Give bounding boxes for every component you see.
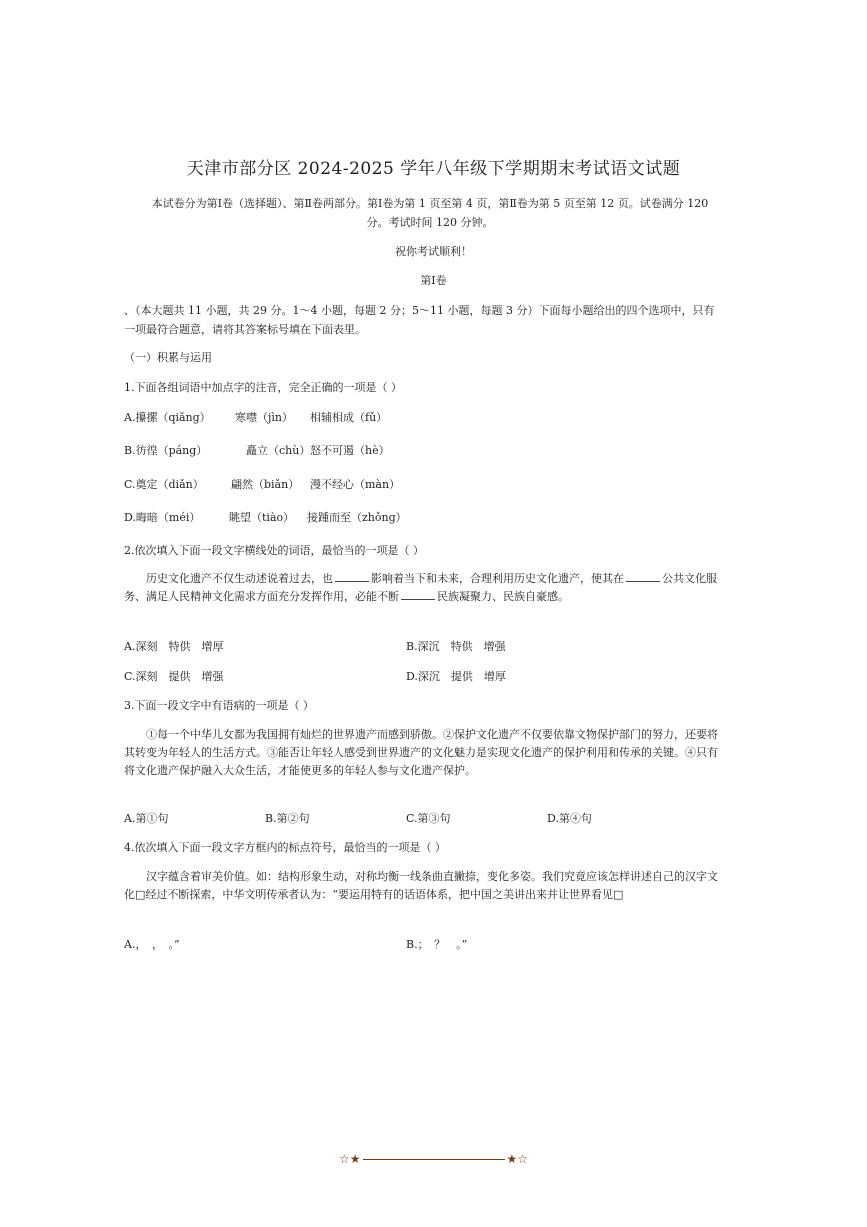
q2-passage-part1: 历史文化遗产不仅生动述说着过去，也 — [146, 572, 333, 585]
q3-option-d[interactable]: D.第④句 — [547, 812, 592, 825]
q1-option-a-word1: A.攥摞（qiǎng） — [124, 411, 211, 424]
footer-stars-right: ★☆ — [506, 1152, 529, 1166]
q1-option-d-word1: D.晦暗（méi） — [124, 511, 201, 524]
q2-passage — [124, 570, 724, 606]
q2-option-b[interactable]: B.深沉 特供 增强 — [406, 640, 506, 653]
section-instructions: 、（本大题共 11 小题，共 29 分。1～4 小题，每题 2 分；5～11 小题，每题 3 分）下面每小题给出的四个选项中，只有一项最符合题意，请将其答案标号填在下面表里。 — [124, 304, 715, 336]
q1-option-b-word1: B.彷徨（páng） — [124, 444, 208, 457]
q1-option-a-word3: 相辅相成（fǔ） — [310, 411, 388, 424]
q1-option-b-word2: 矗立（chù） — [246, 444, 311, 457]
footer-divider — [363, 1159, 505, 1160]
footer-ornament — [0, 1152, 867, 1166]
q1-stem: 1.下面各组词语中加点字的注音，完全正确的一项是（ ） — [124, 381, 402, 394]
q3-option-c[interactable]: C.第③句 — [406, 812, 451, 825]
wish-line: 祝你考试顺利！ — [395, 245, 472, 258]
q2-passage-part4: 民族凝聚力、民族自豪感。 — [437, 590, 569, 603]
q1-option-c-word3: 漫不经心（màn） — [310, 478, 401, 491]
q4-option-a[interactable]: A.， ， 。” — [124, 938, 180, 951]
q3-passage: ①每一个中华儿女都为我国拥有灿烂的世界遗产而感到骄傲。②保护文化遗产不仅要依靠文物保护部门的努力，还要将其转变为年轻人的生活方式。③能否让年轻人感受到世界遗产的文化魅力是实现文化遗产的保护利用和传承的关键。④只有将文化遗产保护融入大众生活，才能使更多的年轻人参与文化遗产保护。 — [124, 728, 718, 777]
q3-option-a[interactable]: A.第①句 — [124, 812, 169, 825]
q2-blank-1 — [335, 571, 369, 582]
footer-stars-left: ☆★ — [338, 1152, 361, 1166]
q4-option-b[interactable]: B.； ？ 。” — [406, 938, 468, 951]
q1-option-d-word3: 接踵而至（zhǒng） — [307, 511, 407, 524]
q3-stem: 3.下面一段文字中有语病的一项是（ ） — [124, 699, 314, 712]
volume-heading: 第Ⅰ卷 — [420, 274, 447, 287]
q2-option-a[interactable]: A.深刻 特供 增厚 — [124, 640, 224, 653]
q1-option-a-word2: 寒噤（jìn） — [235, 411, 294, 424]
q3-option-b[interactable]: B.第②句 — [265, 812, 310, 825]
q4-passage: 汉字蕴含着审美价值。如：结构形象生动，对称均衡一线条曲直撇捺，变化多姿。我们究竟应该怎样讲述自己的汉字文化□经过不断探索，中华文明传承者认为：“要运用特有的话语体系，把中国之美讲出来并让世界看见□ — [124, 870, 718, 901]
q2-stem: 2.依次填入下面一段文字横线处的词语，最恰当的一项是（ ） — [124, 544, 424, 557]
exam-intro: 本试卷分为第Ⅰ卷（选择题）、第Ⅱ卷两部分。第Ⅰ卷为第 1 页至第 4 页，第Ⅱ卷为第 5 页至第 12 页。试卷满分 120 分。考试时间 120 分钟。 — [151, 197, 709, 229]
q2-option-d[interactable]: D.深沉 提供 增厚 — [406, 670, 506, 683]
exam-title: 天津市部分区 2024-2025 学年八年级下学期期末考试语文试题 — [186, 159, 681, 179]
subsection-heading: （一）积累与运用 — [124, 351, 212, 364]
q1-option-c-word2: 翩然（biǎn） — [231, 478, 300, 491]
q1-option-c-word1: C.奠定（diǎn） — [124, 478, 204, 491]
q1-option-b-word3: 怒不可遏（hè） — [310, 444, 390, 457]
q2-blank-2 — [626, 571, 660, 582]
q4-stem: 4.依次填入下面一段文字方框内的标点符号，最恰当的一项是（ ） — [124, 841, 446, 854]
q2-passage-part2: 影响着当下和未来，合理利用历史文化遗产，使其在 — [371, 572, 624, 585]
q2-option-c[interactable]: C.深刻 提供 增强 — [124, 670, 224, 683]
q2-blank-3 — [401, 589, 435, 600]
q1-option-d-word2: 眺望（tiào） — [229, 511, 295, 524]
q2-passage-part3: 公共文化服务、满足人民精神文化需求方面充分发挥作用，必能不断 — [124, 572, 717, 603]
